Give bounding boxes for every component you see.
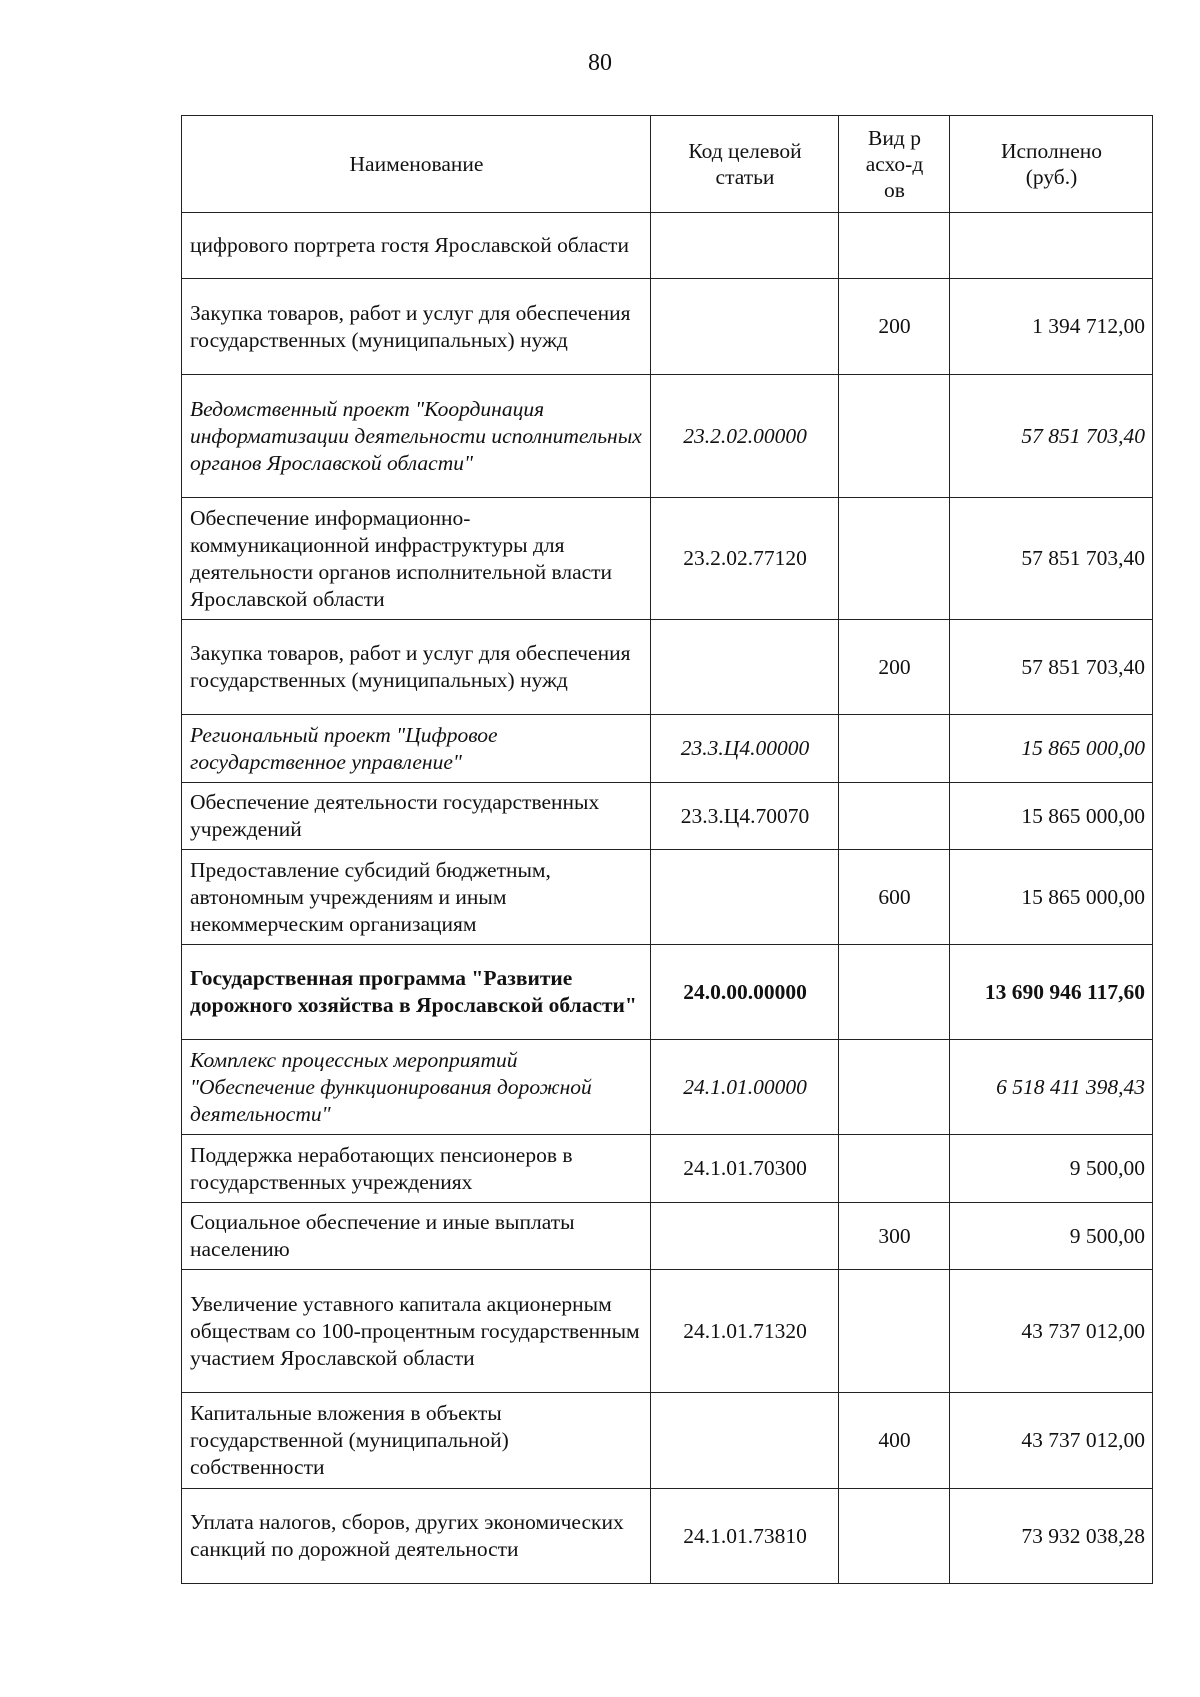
table-row — [182, 498, 1153, 620]
table-row — [182, 1203, 1153, 1270]
table-row — [182, 1393, 1153, 1489]
row-code — [651, 1393, 839, 1489]
table-header-row — [182, 116, 1153, 213]
row-name: Предоставление субсидий бюджетным, автономным учреждениям и иным некоммерческим организациям — [182, 850, 651, 945]
row-code: 24.1.01.71320 — [651, 1270, 839, 1393]
row-code — [651, 279, 839, 375]
row-type — [839, 213, 950, 279]
row-type — [839, 1135, 950, 1203]
row-name: Комплекс процессных мероприятий "Обеспечение функционирования дорожной деятельности" — [182, 1040, 651, 1135]
row-name: Поддержка неработающих пенсионеров в государственных учреждениях — [182, 1135, 651, 1203]
row-type — [839, 498, 950, 620]
table-row — [182, 715, 1153, 783]
row-code — [651, 850, 839, 945]
header-code — [651, 116, 839, 213]
row-name: Закупка товаров, работ и услуг для обеспечения государственных (муниципальных) нужд — [182, 279, 651, 375]
row-type: 200 — [839, 620, 950, 715]
row-type — [839, 1489, 950, 1584]
row-name: Увеличение уставного капитала акционерным обществам со 100-процентным государственным участием Ярославской области — [182, 1270, 651, 1393]
row-sum: 43 737 012,00 — [950, 1393, 1153, 1489]
row-name: Обеспечение информационно-коммуникационной инфраструктуры для деятельности органов исполнительной власти Ярославской области — [182, 498, 651, 620]
table-row — [182, 783, 1153, 850]
row-sum: 57 851 703,40 — [950, 375, 1153, 498]
row-code — [651, 213, 839, 279]
table-row — [182, 213, 1153, 279]
row-sum — [950, 213, 1153, 279]
header-sum — [950, 116, 1153, 213]
row-name: Региональный проект "Цифровое государственное управление" — [182, 715, 651, 783]
row-name: Обеспечение деятельности государственных учреждений — [182, 783, 651, 850]
row-sum: 57 851 703,40 — [950, 620, 1153, 715]
row-code — [651, 1203, 839, 1270]
row-name: Уплата налогов, сборов, других экономических санкций по дорожной деятельности — [182, 1489, 651, 1584]
header-sum-text: Исполнено (руб.) — [1000, 139, 1103, 189]
row-sum: 9 500,00 — [950, 1135, 1153, 1203]
row-code: 23.3.Ц4.70070 — [651, 783, 839, 850]
table-row — [182, 1270, 1153, 1393]
row-name: Закупка товаров, работ и услуг для обеспечения государственных (муниципальных) нужд — [182, 620, 651, 715]
row-code: 24.1.01.00000 — [651, 1040, 839, 1135]
row-name: Социальное обеспечение и иные выплаты населению — [182, 1203, 651, 1270]
header-name: Наименование — [182, 116, 651, 213]
row-name: Капитальные вложения в объекты государственной (муниципальной) собственности — [182, 1393, 651, 1489]
page-number: 80 — [588, 50, 612, 76]
table-row — [182, 1135, 1153, 1203]
row-sum: 9 500,00 — [950, 1203, 1153, 1270]
header-type — [839, 116, 950, 213]
row-type: 400 — [839, 1393, 950, 1489]
row-code: 24.1.01.73810 — [651, 1489, 839, 1584]
row-sum: 43 737 012,00 — [950, 1270, 1153, 1393]
row-sum: 15 865 000,00 — [950, 715, 1153, 783]
row-type — [839, 375, 950, 498]
table-row — [182, 850, 1153, 945]
budget-table — [181, 115, 1153, 1584]
row-code: 24.0.00.00000 — [651, 945, 839, 1040]
row-sum: 73 932 038,28 — [950, 1489, 1153, 1584]
row-sum: 15 865 000,00 — [950, 783, 1153, 850]
row-type — [839, 783, 950, 850]
row-code: 23.3.Ц4.00000 — [651, 715, 839, 783]
row-type — [839, 945, 950, 1040]
row-name: цифрового портрета гостя Ярославской области — [182, 213, 651, 279]
table-row — [182, 1040, 1153, 1135]
row-code: 24.1.01.70300 — [651, 1135, 839, 1203]
row-name: Государственная программа "Развитие дорожного хозяйства в Ярославской области" — [182, 945, 651, 1040]
table-row — [182, 279, 1153, 375]
header-code-text: Код целевой статьи — [688, 139, 802, 189]
table-row — [182, 375, 1153, 498]
row-type — [839, 715, 950, 783]
row-type — [839, 1040, 950, 1135]
header-type-text: Вид расхо-дов — [865, 126, 924, 202]
table-row — [182, 945, 1153, 1040]
row-type: 600 — [839, 850, 950, 945]
table-row — [182, 1489, 1153, 1584]
row-sum: 1 394 712,00 — [950, 279, 1153, 375]
row-sum: 6 518 411 398,43 — [950, 1040, 1153, 1135]
row-sum: 57 851 703,40 — [950, 498, 1153, 620]
row-name: Ведомственный проект "Координация информатизации деятельности исполнительных органов Ярославской области" — [182, 375, 651, 498]
row-type: 200 — [839, 279, 950, 375]
row-type: 300 — [839, 1203, 950, 1270]
row-sum: 15 865 000,00 — [950, 850, 1153, 945]
row-sum: 13 690 946 117,60 — [950, 945, 1153, 1040]
table-row — [182, 620, 1153, 715]
row-code: 23.2.02.00000 — [651, 375, 839, 498]
row-code: 23.2.02.77120 — [651, 498, 839, 620]
row-code — [651, 620, 839, 715]
row-type — [839, 1270, 950, 1393]
